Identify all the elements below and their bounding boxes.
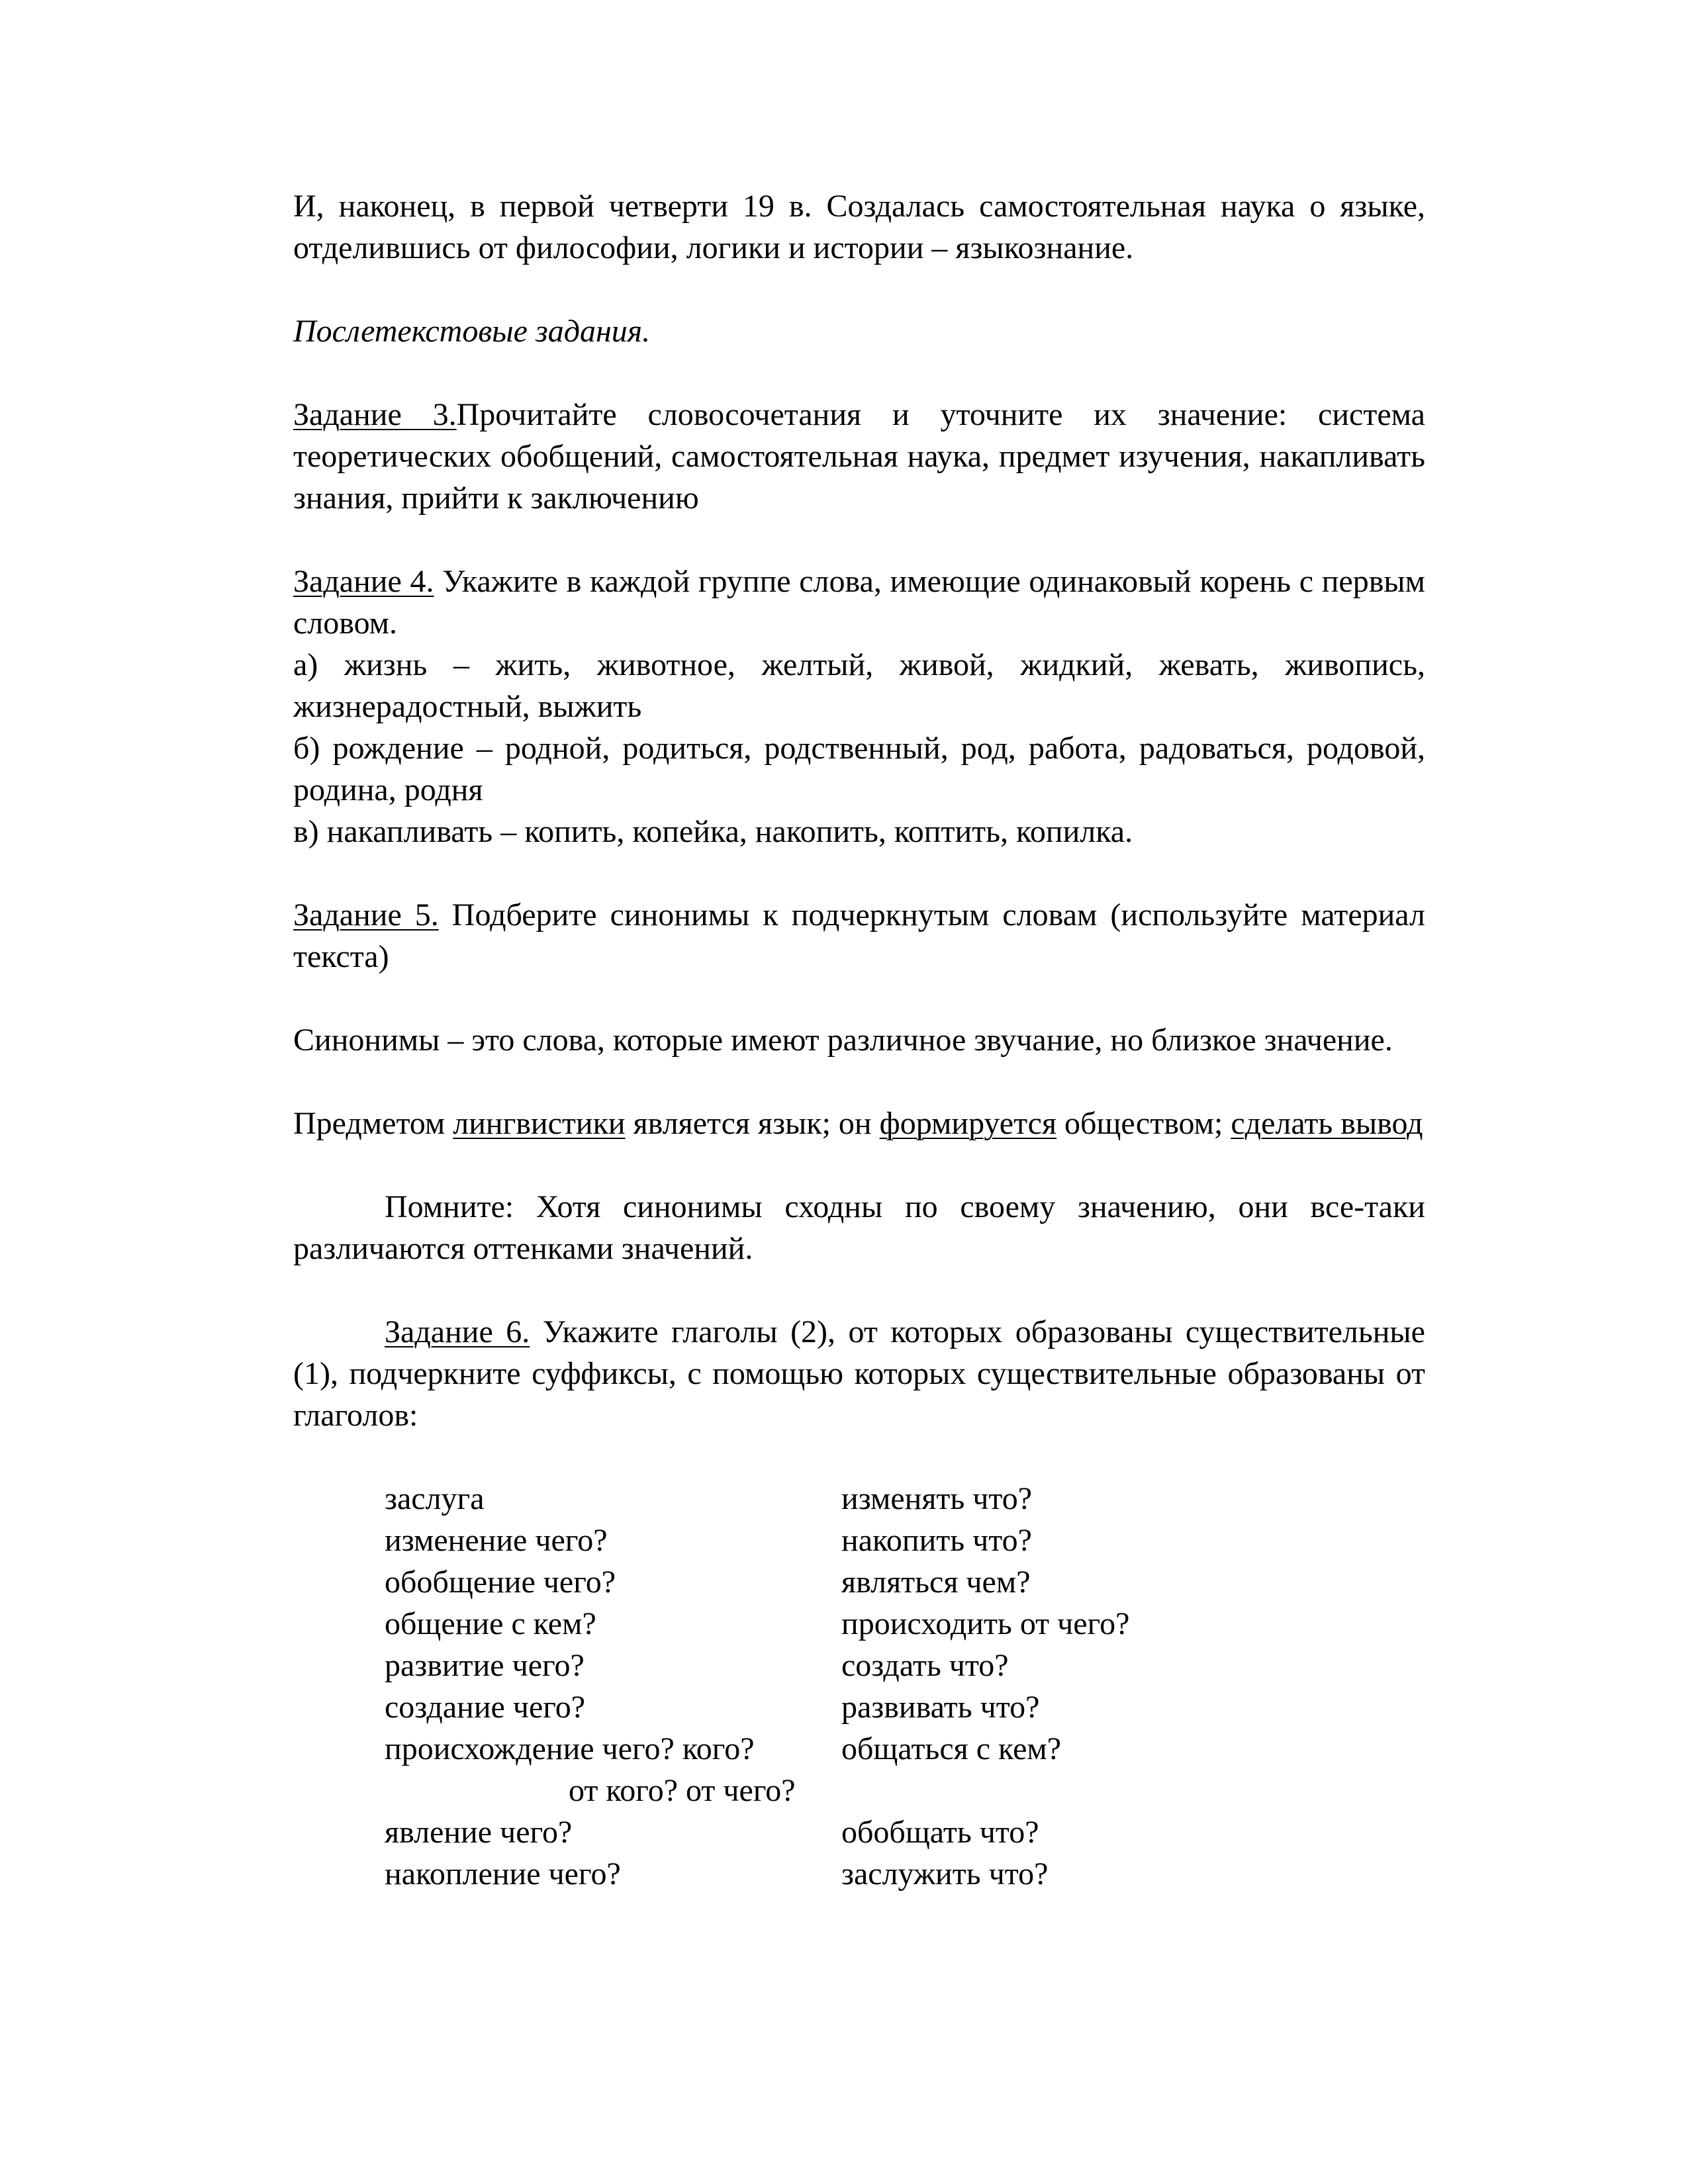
task6-label: Задание 6. xyxy=(385,1314,530,1349)
task4-item-c: в) накапливать – копить, копейка, накопить, коптить, копилка. xyxy=(293,814,1133,849)
task3-label: Задание 3. xyxy=(293,397,457,432)
task6-paragraph xyxy=(293,1311,1425,1436)
task3-text: Прочитайте словосочетания и уточните их значение: система теоретических обобщений, самостоятельная наука, предмет изучения, накапливать знания, прийти к заключению xyxy=(293,397,1425,516)
verb-cell: развивать что? xyxy=(841,1690,1040,1725)
noun-cell: создание чего? xyxy=(385,1690,586,1725)
noun-cell: накопление чего? xyxy=(385,1856,621,1891)
noun-cell: развитие чего? xyxy=(385,1648,585,1683)
noun-cell-continuation: от кого? от чего? xyxy=(569,1773,796,1808)
example-text-2: является язык; он xyxy=(625,1106,880,1141)
task5-label: Задание 5. xyxy=(293,897,439,933)
task3-paragraph xyxy=(293,394,1425,519)
verb-cell: являться чем? xyxy=(841,1565,1031,1600)
word-row xyxy=(385,1478,1425,1520)
post-tasks-heading: Послетекстовые задания. xyxy=(293,314,651,349)
verb-cell: накопить что? xyxy=(841,1523,1032,1558)
intro-paragraph: И, наконец, в первой четверти 19 в. Создалась самостоятельная наука о языке, отделившись от философии, логики и истории – языкознание. xyxy=(293,189,1425,265)
verb-cell: обобщать что? xyxy=(841,1815,1039,1850)
word-row xyxy=(385,1520,1425,1561)
task4-label: Задание 4. xyxy=(293,564,434,599)
task4-item-a: а) жизнь – жить, животное, желтый, живой, жидкий, жевать, живопись, жизнерадостный, выжить xyxy=(293,647,1425,724)
example-text-1: Предметом xyxy=(293,1106,453,1141)
task5-paragraph xyxy=(293,894,1425,978)
word-table xyxy=(385,1478,1425,1895)
noun-cell: обобщение чего? xyxy=(385,1565,616,1600)
noun-cell: общение с кем? xyxy=(385,1606,596,1641)
word-row xyxy=(385,1561,1425,1603)
word-row xyxy=(385,1686,1425,1728)
synonyms-definition: Синонимы – это слова, которые имеют различное звучание, но близкое значение. xyxy=(293,1023,1393,1058)
task4-block xyxy=(293,561,1425,852)
verb-cell: создать что? xyxy=(841,1648,1009,1683)
word-row xyxy=(385,1853,1425,1895)
word-row xyxy=(385,1645,1425,1686)
word-row xyxy=(385,1770,1425,1811)
underlined-word-linguistics: лингвистики xyxy=(453,1106,626,1141)
verb-cell: общаться с кем? xyxy=(841,1731,1062,1766)
example-text-3: обществом; xyxy=(1056,1106,1231,1141)
word-row xyxy=(385,1728,1425,1770)
document-page xyxy=(293,185,1425,1895)
task5-text: Подберите синонимы к подчеркнутым словам (используйте материал текста) xyxy=(293,897,1425,974)
verb-cell: происходить от чего? xyxy=(841,1606,1130,1641)
task4-text: Укажите в каждой группе слова, имеющие одинаковый корень с первым словом. xyxy=(293,564,1425,641)
noun-cell: происхождение чего? кого? xyxy=(385,1731,755,1766)
word-row xyxy=(385,1603,1425,1645)
underlined-phrase-conclusion: сделать вывод xyxy=(1231,1106,1423,1141)
verb-cell: заслужить что? xyxy=(841,1856,1049,1891)
verb-cell: изменять что? xyxy=(841,1481,1033,1516)
task4-item-b: б) рождение – родной, родиться, родственный, род, работа, радоваться, родовой, родина, родня xyxy=(293,731,1425,807)
task6-text: Укажите глаголы (2), от которых образованы существительные (1), подчеркните суффиксы, с помощью которых существительные образованы от глаголов: xyxy=(293,1314,1425,1433)
noun-cell: явление чего? xyxy=(385,1815,573,1850)
word-row xyxy=(385,1811,1425,1853)
task4-paragraph xyxy=(293,561,1425,644)
noun-cell: изменение чего? xyxy=(385,1523,608,1558)
example-sentence xyxy=(293,1103,1425,1144)
remember-note: Помните: Хотя синонимы сходны по своему значению, они все-таки различаются оттенками значений. xyxy=(293,1189,1425,1266)
underlined-word-formed: формируется xyxy=(879,1106,1057,1141)
noun-cell: заслуга xyxy=(385,1481,485,1516)
